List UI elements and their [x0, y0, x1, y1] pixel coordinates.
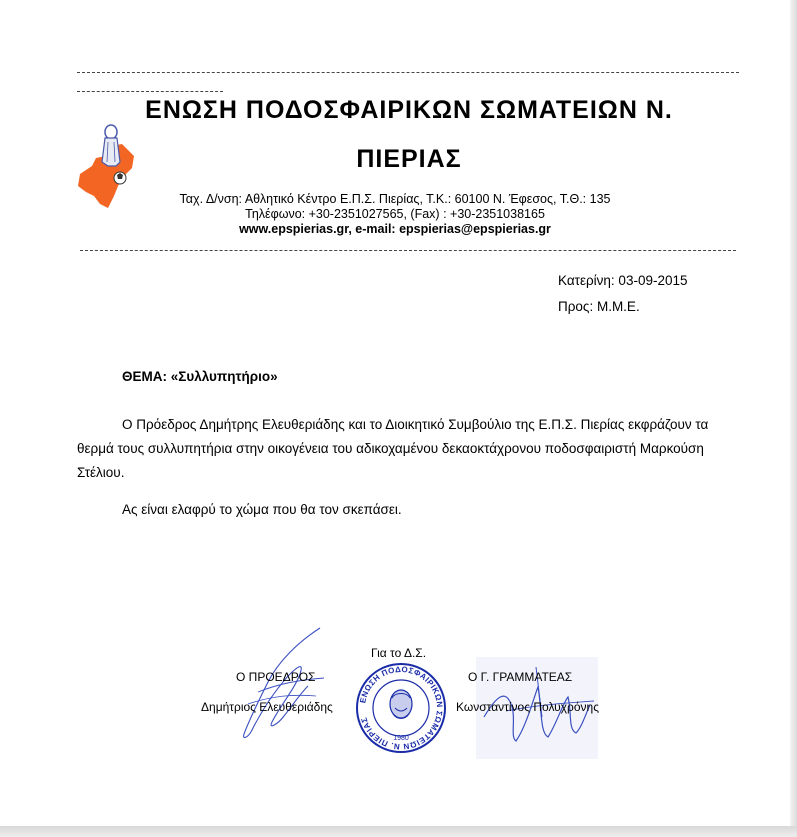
president-role: Ο ΠΡΟΕΔΡΟΣ [236, 670, 316, 684]
phone-line: Τηλέφωνο: +30-2351027565, (Fax) : +30-2351038165 [245, 207, 545, 221]
board-label: Για το Δ.Σ. [371, 646, 427, 660]
secretary-name: Κωνσταντίνος Πολυχρόνης [456, 700, 599, 714]
top-rule-short [77, 91, 223, 92]
secretary-role: Ο Γ. ΓΡΑΜΜΑΤΕΑΣ [468, 670, 573, 684]
web-email-line: www.epspierias.gr, e-mail: epspierias@epspierias.gr [239, 222, 551, 236]
address-line: Ταχ. Δ/νση: Αθλητικό Κέντρο Ε.Π.Σ. Πιερίας, Τ.Κ.: 60100 Ν. Έφεσος, Τ.Θ.: 135 [179, 192, 611, 206]
date: Κατερίνη: 03-09-2015 [558, 273, 688, 288]
body-paragraph-2-text: Ας είναι ελαφρύ το χώμα που θα τον σκεπάσει. [122, 502, 402, 517]
seal-year: 1980 [393, 735, 409, 742]
association-seal [355, 662, 447, 754]
president-name: Δημήτριος Ελευθεριάδης [201, 700, 333, 714]
subject: ΘΕΜΑ: «Συλλυπητήριο» [122, 369, 278, 384]
header-bottom-rule [80, 250, 736, 251]
top-rule [77, 72, 739, 73]
body-paragraph-1 [77, 413, 717, 485]
seal-text: ΕΝΩΣΗ ΠΟΔΟΣΦΑΙΡΙΚΩΝ ΣΩΜΑΤΕΙΩΝ Ν. ΠΙΕΡΙΑΣ [358, 664, 445, 752]
org-title-line2: ΠΙΕΡΙΑΣ [356, 145, 462, 173]
president-signature [228, 622, 338, 746]
body-paragraph-1-text: Ο Πρόεδρος Δημήτρης Ελευθεριάδης και το Διοικητικό Συμβούλιο της Ε.Π.Σ. Πιερίας εκφράζουν τα θερμά τους συλλυπητήρια στην οικογένεια του αδικοχαμένου δεκαοκτάχρονου ποδοσφαιριστή Μαρκούση Στέλιου. [77, 417, 709, 480]
recipient: Προς: Μ.Μ.Ε. [558, 299, 640, 314]
body-paragraph-2 [77, 498, 717, 522]
org-title-line1: ΕΝΩΣΗ ΠΟΔΟΣΦΑΙΡΙΚΩΝ ΣΩΜΑΤΕΙΩΝ Ν. [145, 96, 673, 124]
page-right-edge [790, 0, 797, 826]
page-bottom-edge [0, 826, 797, 837]
